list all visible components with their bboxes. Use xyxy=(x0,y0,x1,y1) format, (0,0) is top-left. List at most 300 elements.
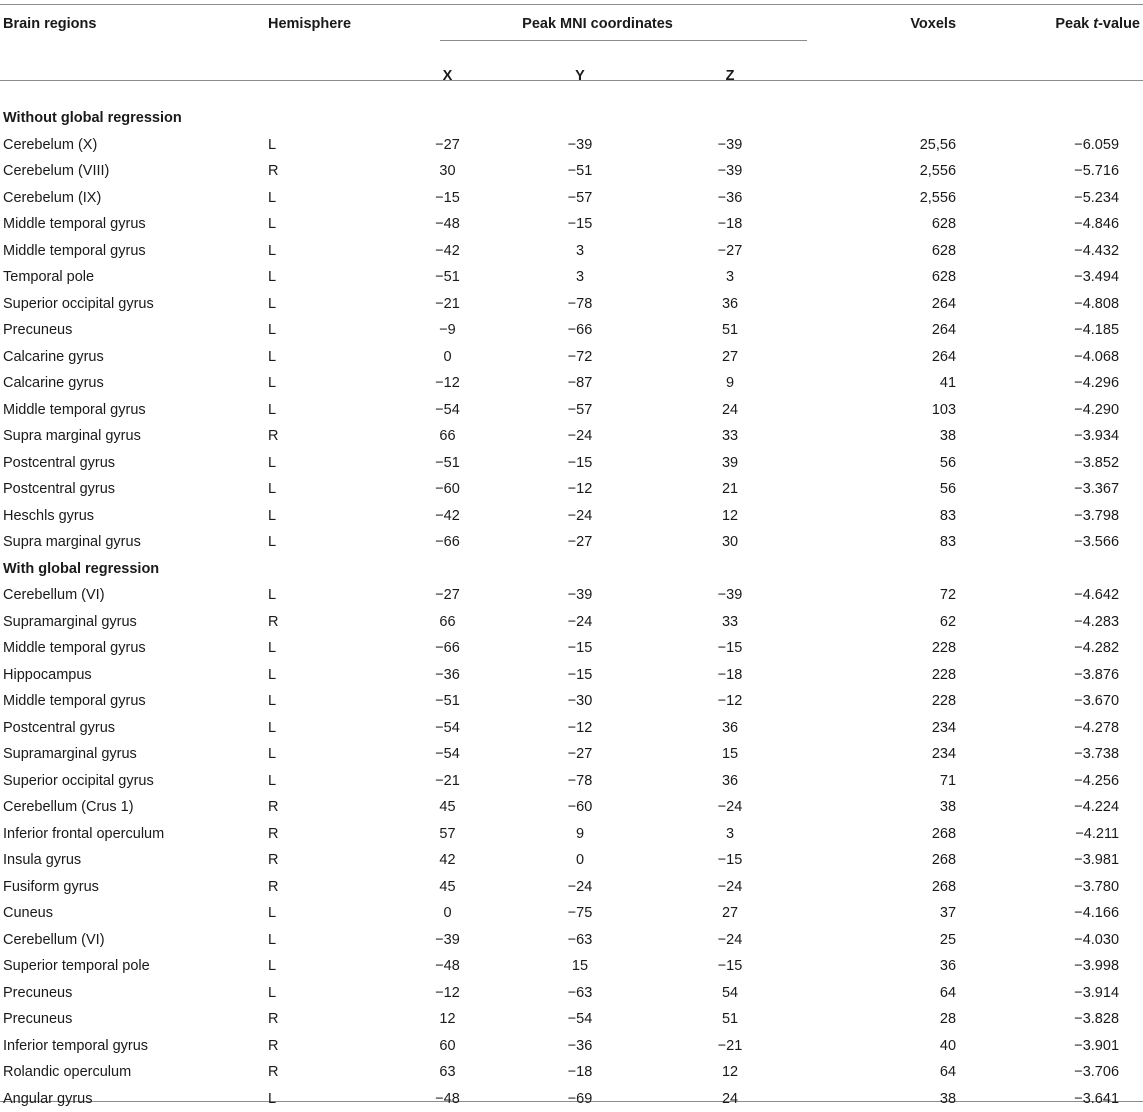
y-cell: −63 xyxy=(510,980,650,1007)
voxels-cell: 228 xyxy=(810,662,980,689)
y-cell: −51 xyxy=(510,158,650,185)
x-cell: −27 xyxy=(385,582,510,609)
hemisphere-cell: L xyxy=(265,132,385,159)
z-cell: 21 xyxy=(650,476,810,503)
voxels-cell: 56 xyxy=(810,476,980,503)
z-cell: −15 xyxy=(650,635,810,662)
peak-t-cell: −4.296 xyxy=(980,370,1143,397)
peak-t-cell: −3.670 xyxy=(980,688,1143,715)
z-cell: 15 xyxy=(650,741,810,768)
table-body xyxy=(0,97,1143,1112)
region-cell: Cerebelum (IX) xyxy=(0,185,265,212)
y-cell: −60 xyxy=(510,794,650,821)
peak-t-cell: −4.278 xyxy=(980,715,1143,742)
voxels-cell: 28 xyxy=(810,1006,980,1033)
z-cell: −15 xyxy=(650,847,810,874)
peak-t-cell: −6.059 xyxy=(980,132,1143,159)
hemisphere-cell: R xyxy=(265,423,385,450)
z-cell: 12 xyxy=(650,503,810,530)
voxels-cell: 83 xyxy=(810,529,980,556)
y-cell: −72 xyxy=(510,344,650,371)
table-row xyxy=(0,132,1143,159)
hemisphere-cell: L xyxy=(265,238,385,265)
voxels-cell: 2,556 xyxy=(810,185,980,212)
peak-t-cell: −3.641 xyxy=(980,1086,1143,1112)
hemisphere-cell: L xyxy=(265,741,385,768)
voxels-cell: 40 xyxy=(810,1033,980,1060)
table-row xyxy=(0,609,1143,636)
table-row xyxy=(0,423,1143,450)
y-cell: 0 xyxy=(510,847,650,874)
header-peak-t-italic: t xyxy=(1093,16,1098,32)
z-cell: 12 xyxy=(650,1059,810,1086)
x-cell: −27 xyxy=(385,132,510,159)
z-cell: −21 xyxy=(650,1033,810,1060)
z-cell: −12 xyxy=(650,688,810,715)
x-cell: 45 xyxy=(385,794,510,821)
y-cell: −15 xyxy=(510,635,650,662)
x-cell: 42 xyxy=(385,847,510,874)
peak-t-cell: −3.876 xyxy=(980,662,1143,689)
z-cell: −15 xyxy=(650,953,810,980)
z-cell: 30 xyxy=(650,529,810,556)
peak-t-cell: −5.716 xyxy=(980,158,1143,185)
y-cell: 15 xyxy=(510,953,650,980)
y-cell: −15 xyxy=(510,450,650,477)
x-cell: −51 xyxy=(385,450,510,477)
y-cell: −24 xyxy=(510,503,650,530)
voxels-cell: 25 xyxy=(810,927,980,954)
voxels-cell: 234 xyxy=(810,715,980,742)
table-row xyxy=(0,397,1143,424)
x-cell: −21 xyxy=(385,291,510,318)
z-cell: −39 xyxy=(650,582,810,609)
x-cell: 30 xyxy=(385,158,510,185)
region-cell: Rolandic operculum xyxy=(0,1059,265,1086)
y-cell: −78 xyxy=(510,291,650,318)
peak-t-cell: −4.642 xyxy=(980,582,1143,609)
x-cell: −36 xyxy=(385,662,510,689)
peak-t-cell: −3.901 xyxy=(980,1033,1143,1060)
section-header-row xyxy=(0,97,1143,132)
x-cell: 66 xyxy=(385,609,510,636)
voxels-cell: 268 xyxy=(810,847,980,874)
peak-t-cell: −3.738 xyxy=(980,741,1143,768)
y-cell: −69 xyxy=(510,1086,650,1112)
region-cell: Calcarine gyrus xyxy=(0,344,265,371)
x-cell: −51 xyxy=(385,264,510,291)
peak-t-cell: −3.706 xyxy=(980,1059,1143,1086)
y-cell: −27 xyxy=(510,741,650,768)
x-cell: −12 xyxy=(385,980,510,1007)
y-cell: −57 xyxy=(510,397,650,424)
y-cell: −87 xyxy=(510,370,650,397)
table-row xyxy=(0,238,1143,265)
table-row xyxy=(0,953,1143,980)
voxels-cell: 36 xyxy=(810,953,980,980)
header-peak-t xyxy=(980,4,1143,55)
peak-t-cell: −4.030 xyxy=(980,927,1143,954)
region-cell: Supramarginal gyrus xyxy=(0,741,265,768)
table-row xyxy=(0,450,1143,477)
results-table xyxy=(0,4,1143,1112)
y-cell: −78 xyxy=(510,768,650,795)
voxels-cell: 64 xyxy=(810,980,980,1007)
header-z: Z xyxy=(650,55,810,97)
hemisphere-cell: L xyxy=(265,503,385,530)
y-cell: −63 xyxy=(510,927,650,954)
x-cell: −54 xyxy=(385,397,510,424)
region-cell: Middle temporal gyrus xyxy=(0,211,265,238)
table-row xyxy=(0,980,1143,1007)
z-cell: −39 xyxy=(650,132,810,159)
hemisphere-cell: L xyxy=(265,662,385,689)
hemisphere-cell: L xyxy=(265,900,385,927)
z-cell: 24 xyxy=(650,397,810,424)
x-cell: −42 xyxy=(385,503,510,530)
z-cell: 39 xyxy=(650,450,810,477)
voxels-cell: 64 xyxy=(810,1059,980,1086)
region-cell: Middle temporal gyrus xyxy=(0,238,265,265)
z-cell: −18 xyxy=(650,662,810,689)
hemisphere-cell: L xyxy=(265,1086,385,1112)
peak-t-cell: −3.914 xyxy=(980,980,1143,1007)
x-cell: −66 xyxy=(385,529,510,556)
z-cell: 9 xyxy=(650,370,810,397)
voxels-cell: 38 xyxy=(810,794,980,821)
region-cell: Fusiform gyrus xyxy=(0,874,265,901)
y-cell: −15 xyxy=(510,662,650,689)
peak-t-cell: −3.780 xyxy=(980,874,1143,901)
voxels-cell: 71 xyxy=(810,768,980,795)
z-cell: −24 xyxy=(650,927,810,954)
table-row xyxy=(0,847,1143,874)
voxels-cell: 25,56 xyxy=(810,132,980,159)
peak-t-cell: −4.808 xyxy=(980,291,1143,318)
peak-t-cell: −4.290 xyxy=(980,397,1143,424)
x-cell: 45 xyxy=(385,874,510,901)
region-cell: Postcentral gyrus xyxy=(0,476,265,503)
hemisphere-cell: L xyxy=(265,980,385,1007)
hemisphere-cell: R xyxy=(265,821,385,848)
z-cell: −18 xyxy=(650,211,810,238)
hemisphere-cell: L xyxy=(265,582,385,609)
hemisphere-cell: R xyxy=(265,1059,385,1086)
x-cell: 0 xyxy=(385,344,510,371)
x-cell: −54 xyxy=(385,715,510,742)
table-row xyxy=(0,874,1143,901)
y-cell: 3 xyxy=(510,238,650,265)
x-cell: −66 xyxy=(385,635,510,662)
peak-t-cell: −4.211 xyxy=(980,821,1143,848)
region-cell: Cerebellum (Crus 1) xyxy=(0,794,265,821)
voxels-cell: 38 xyxy=(810,1086,980,1112)
region-cell: Superior occipital gyrus xyxy=(0,768,265,795)
x-cell: 0 xyxy=(385,900,510,927)
hemisphere-cell: R xyxy=(265,847,385,874)
table-row xyxy=(0,1033,1143,1060)
header-peak-t-prefix: Peak xyxy=(1055,16,1093,32)
hemisphere-cell: L xyxy=(265,953,385,980)
y-cell: −24 xyxy=(510,609,650,636)
x-cell: −48 xyxy=(385,1086,510,1112)
table-row xyxy=(0,688,1143,715)
section-title: With global regression xyxy=(0,556,1143,583)
region-cell: Supramarginal gyrus xyxy=(0,609,265,636)
hemisphere-cell: L xyxy=(265,688,385,715)
peak-t-cell: −4.224 xyxy=(980,794,1143,821)
y-cell: −57 xyxy=(510,185,650,212)
z-cell: −39 xyxy=(650,158,810,185)
z-cell: 24 xyxy=(650,1086,810,1112)
region-cell: Superior occipital gyrus xyxy=(0,291,265,318)
table-row xyxy=(0,794,1143,821)
z-cell: 51 xyxy=(650,317,810,344)
peak-t-cell: −3.934 xyxy=(980,423,1143,450)
x-cell: 63 xyxy=(385,1059,510,1086)
table-row xyxy=(0,264,1143,291)
table-row xyxy=(0,635,1143,662)
peak-t-cell: −4.432 xyxy=(980,238,1143,265)
voxels-cell: 103 xyxy=(810,397,980,424)
table-row xyxy=(0,211,1143,238)
peak-t-cell: −3.566 xyxy=(980,529,1143,556)
table-row xyxy=(0,1006,1143,1033)
hemisphere-cell: L xyxy=(265,370,385,397)
region-cell: Cerebelum (X) xyxy=(0,132,265,159)
peak-t-cell: −4.282 xyxy=(980,635,1143,662)
x-cell: 60 xyxy=(385,1033,510,1060)
z-cell: 33 xyxy=(650,423,810,450)
voxels-cell: 264 xyxy=(810,317,980,344)
region-cell: Calcarine gyrus xyxy=(0,370,265,397)
voxels-cell: 83 xyxy=(810,503,980,530)
region-cell: Middle temporal gyrus xyxy=(0,635,265,662)
peak-t-cell: −4.283 xyxy=(980,609,1143,636)
region-cell: Postcentral gyrus xyxy=(0,715,265,742)
peak-t-cell: −5.234 xyxy=(980,185,1143,212)
hemisphere-cell: L xyxy=(265,476,385,503)
z-cell: 36 xyxy=(650,768,810,795)
table-row xyxy=(0,344,1143,371)
z-cell: −24 xyxy=(650,874,810,901)
hemisphere-cell: R xyxy=(265,609,385,636)
region-cell: Precuneus xyxy=(0,980,265,1007)
voxels-cell: 268 xyxy=(810,874,980,901)
peak-t-cell: −3.852 xyxy=(980,450,1143,477)
z-cell: 54 xyxy=(650,980,810,1007)
results-table-container xyxy=(0,4,1143,1112)
z-cell: 3 xyxy=(650,821,810,848)
table-row xyxy=(0,715,1143,742)
table-row xyxy=(0,503,1143,530)
y-cell: −39 xyxy=(510,132,650,159)
peak-t-cell: −4.185 xyxy=(980,317,1143,344)
x-cell: −48 xyxy=(385,953,510,980)
voxels-cell: 264 xyxy=(810,291,980,318)
y-cell: −75 xyxy=(510,900,650,927)
y-cell: −24 xyxy=(510,874,650,901)
peak-t-cell: −3.998 xyxy=(980,953,1143,980)
header-y: Y xyxy=(510,55,650,97)
y-cell: −24 xyxy=(510,423,650,450)
table-row xyxy=(0,185,1143,212)
z-cell: −27 xyxy=(650,238,810,265)
region-cell: Temporal pole xyxy=(0,264,265,291)
voxels-cell: 56 xyxy=(810,450,980,477)
y-cell: −30 xyxy=(510,688,650,715)
region-cell: Inferior frontal operculum xyxy=(0,821,265,848)
x-cell: −42 xyxy=(385,238,510,265)
region-cell: Cerebelum (VIII) xyxy=(0,158,265,185)
region-cell: Supra marginal gyrus xyxy=(0,423,265,450)
y-cell: 9 xyxy=(510,821,650,848)
x-cell: 12 xyxy=(385,1006,510,1033)
voxels-cell: 41 xyxy=(810,370,980,397)
hemisphere-cell: R xyxy=(265,1006,385,1033)
z-cell: −36 xyxy=(650,185,810,212)
region-cell: Inferior temporal gyrus xyxy=(0,1033,265,1060)
table-row xyxy=(0,582,1143,609)
region-cell: Precuneus xyxy=(0,317,265,344)
region-cell: Postcentral gyrus xyxy=(0,450,265,477)
x-cell: −15 xyxy=(385,185,510,212)
y-cell: −36 xyxy=(510,1033,650,1060)
peak-t-cell: −4.846 xyxy=(980,211,1143,238)
hemisphere-cell: R xyxy=(265,874,385,901)
z-cell: 51 xyxy=(650,1006,810,1033)
hemisphere-cell: L xyxy=(265,768,385,795)
region-cell: Angular gyrus xyxy=(0,1086,265,1112)
voxels-cell: 628 xyxy=(810,211,980,238)
y-cell: −12 xyxy=(510,476,650,503)
region-cell: Superior temporal pole xyxy=(0,953,265,980)
z-cell: −24 xyxy=(650,794,810,821)
voxels-cell: 264 xyxy=(810,344,980,371)
y-cell: −66 xyxy=(510,317,650,344)
table-row xyxy=(0,821,1143,848)
peak-t-cell: −4.256 xyxy=(980,768,1143,795)
table-row xyxy=(0,317,1143,344)
peak-t-cell: −3.798 xyxy=(980,503,1143,530)
table-row xyxy=(0,927,1143,954)
table-row xyxy=(0,158,1143,185)
hemisphere-cell: L xyxy=(265,211,385,238)
region-cell: Middle temporal gyrus xyxy=(0,688,265,715)
hemisphere-cell: L xyxy=(265,450,385,477)
header-voxels: Voxels xyxy=(810,4,980,55)
peak-t-cell: −3.367 xyxy=(980,476,1143,503)
header-x: X xyxy=(385,55,510,97)
table-row xyxy=(0,370,1143,397)
y-cell: −39 xyxy=(510,582,650,609)
x-cell: −9 xyxy=(385,317,510,344)
header-peak-mni: Peak MNI coordinates xyxy=(385,4,810,55)
hemisphere-cell: L xyxy=(265,264,385,291)
x-cell: −39 xyxy=(385,927,510,954)
table-row xyxy=(0,1086,1143,1112)
x-cell: 57 xyxy=(385,821,510,848)
y-cell: −54 xyxy=(510,1006,650,1033)
voxels-cell: 228 xyxy=(810,688,980,715)
x-cell: −51 xyxy=(385,688,510,715)
z-cell: 3 xyxy=(650,264,810,291)
y-cell: −12 xyxy=(510,715,650,742)
x-cell: −48 xyxy=(385,211,510,238)
table-row xyxy=(0,1059,1143,1086)
hemisphere-cell: L xyxy=(265,927,385,954)
x-cell: −54 xyxy=(385,741,510,768)
hemisphere-cell: R xyxy=(265,794,385,821)
voxels-cell: 72 xyxy=(810,582,980,609)
voxels-cell: 62 xyxy=(810,609,980,636)
region-cell: Insula gyrus xyxy=(0,847,265,874)
voxels-cell: 37 xyxy=(810,900,980,927)
z-cell: 33 xyxy=(650,609,810,636)
section-header-row xyxy=(0,556,1143,583)
region-cell: Heschls gyrus xyxy=(0,503,265,530)
y-cell: 3 xyxy=(510,264,650,291)
region-cell: Cuneus xyxy=(0,900,265,927)
table-row xyxy=(0,741,1143,768)
y-cell: −27 xyxy=(510,529,650,556)
z-cell: 27 xyxy=(650,344,810,371)
x-cell: −12 xyxy=(385,370,510,397)
hemisphere-cell: L xyxy=(265,635,385,662)
region-cell: Middle temporal gyrus xyxy=(0,397,265,424)
region-cell: Cerebellum (VI) xyxy=(0,582,265,609)
table-row xyxy=(0,768,1143,795)
voxels-cell: 2,556 xyxy=(810,158,980,185)
x-cell: −60 xyxy=(385,476,510,503)
region-cell: Precuneus xyxy=(0,1006,265,1033)
table-row xyxy=(0,529,1143,556)
peak-t-cell: −4.166 xyxy=(980,900,1143,927)
y-cell: −18 xyxy=(510,1059,650,1086)
hemisphere-cell: L xyxy=(265,344,385,371)
header-brain-regions: Brain regions xyxy=(0,4,265,55)
hemisphere-cell: L xyxy=(265,397,385,424)
hemisphere-cell: L xyxy=(265,715,385,742)
table-header xyxy=(0,4,1143,97)
voxels-cell: 628 xyxy=(810,264,980,291)
peak-t-cell: −3.494 xyxy=(980,264,1143,291)
hemisphere-cell: L xyxy=(265,317,385,344)
x-cell: 66 xyxy=(385,423,510,450)
table-row xyxy=(0,900,1143,927)
voxels-cell: 628 xyxy=(810,238,980,265)
section-title: Without global regression xyxy=(0,97,1143,132)
hemisphere-cell: R xyxy=(265,1033,385,1060)
z-cell: 36 xyxy=(650,715,810,742)
region-cell: Cerebellum (VI) xyxy=(0,927,265,954)
peak-t-cell: −3.828 xyxy=(980,1006,1143,1033)
peak-t-cell: −4.068 xyxy=(980,344,1143,371)
z-cell: 36 xyxy=(650,291,810,318)
voxels-cell: 38 xyxy=(810,423,980,450)
hemisphere-cell: L xyxy=(265,529,385,556)
peak-t-cell: −3.981 xyxy=(980,847,1143,874)
table-row xyxy=(0,476,1143,503)
header-peak-t-suffix: -value xyxy=(1098,16,1140,32)
x-cell: −21 xyxy=(385,768,510,795)
table-row xyxy=(0,662,1143,689)
table-row xyxy=(0,291,1143,318)
region-cell: Hippocampus xyxy=(0,662,265,689)
hemisphere-cell: R xyxy=(265,158,385,185)
voxels-cell: 234 xyxy=(810,741,980,768)
voxels-cell: 268 xyxy=(810,821,980,848)
